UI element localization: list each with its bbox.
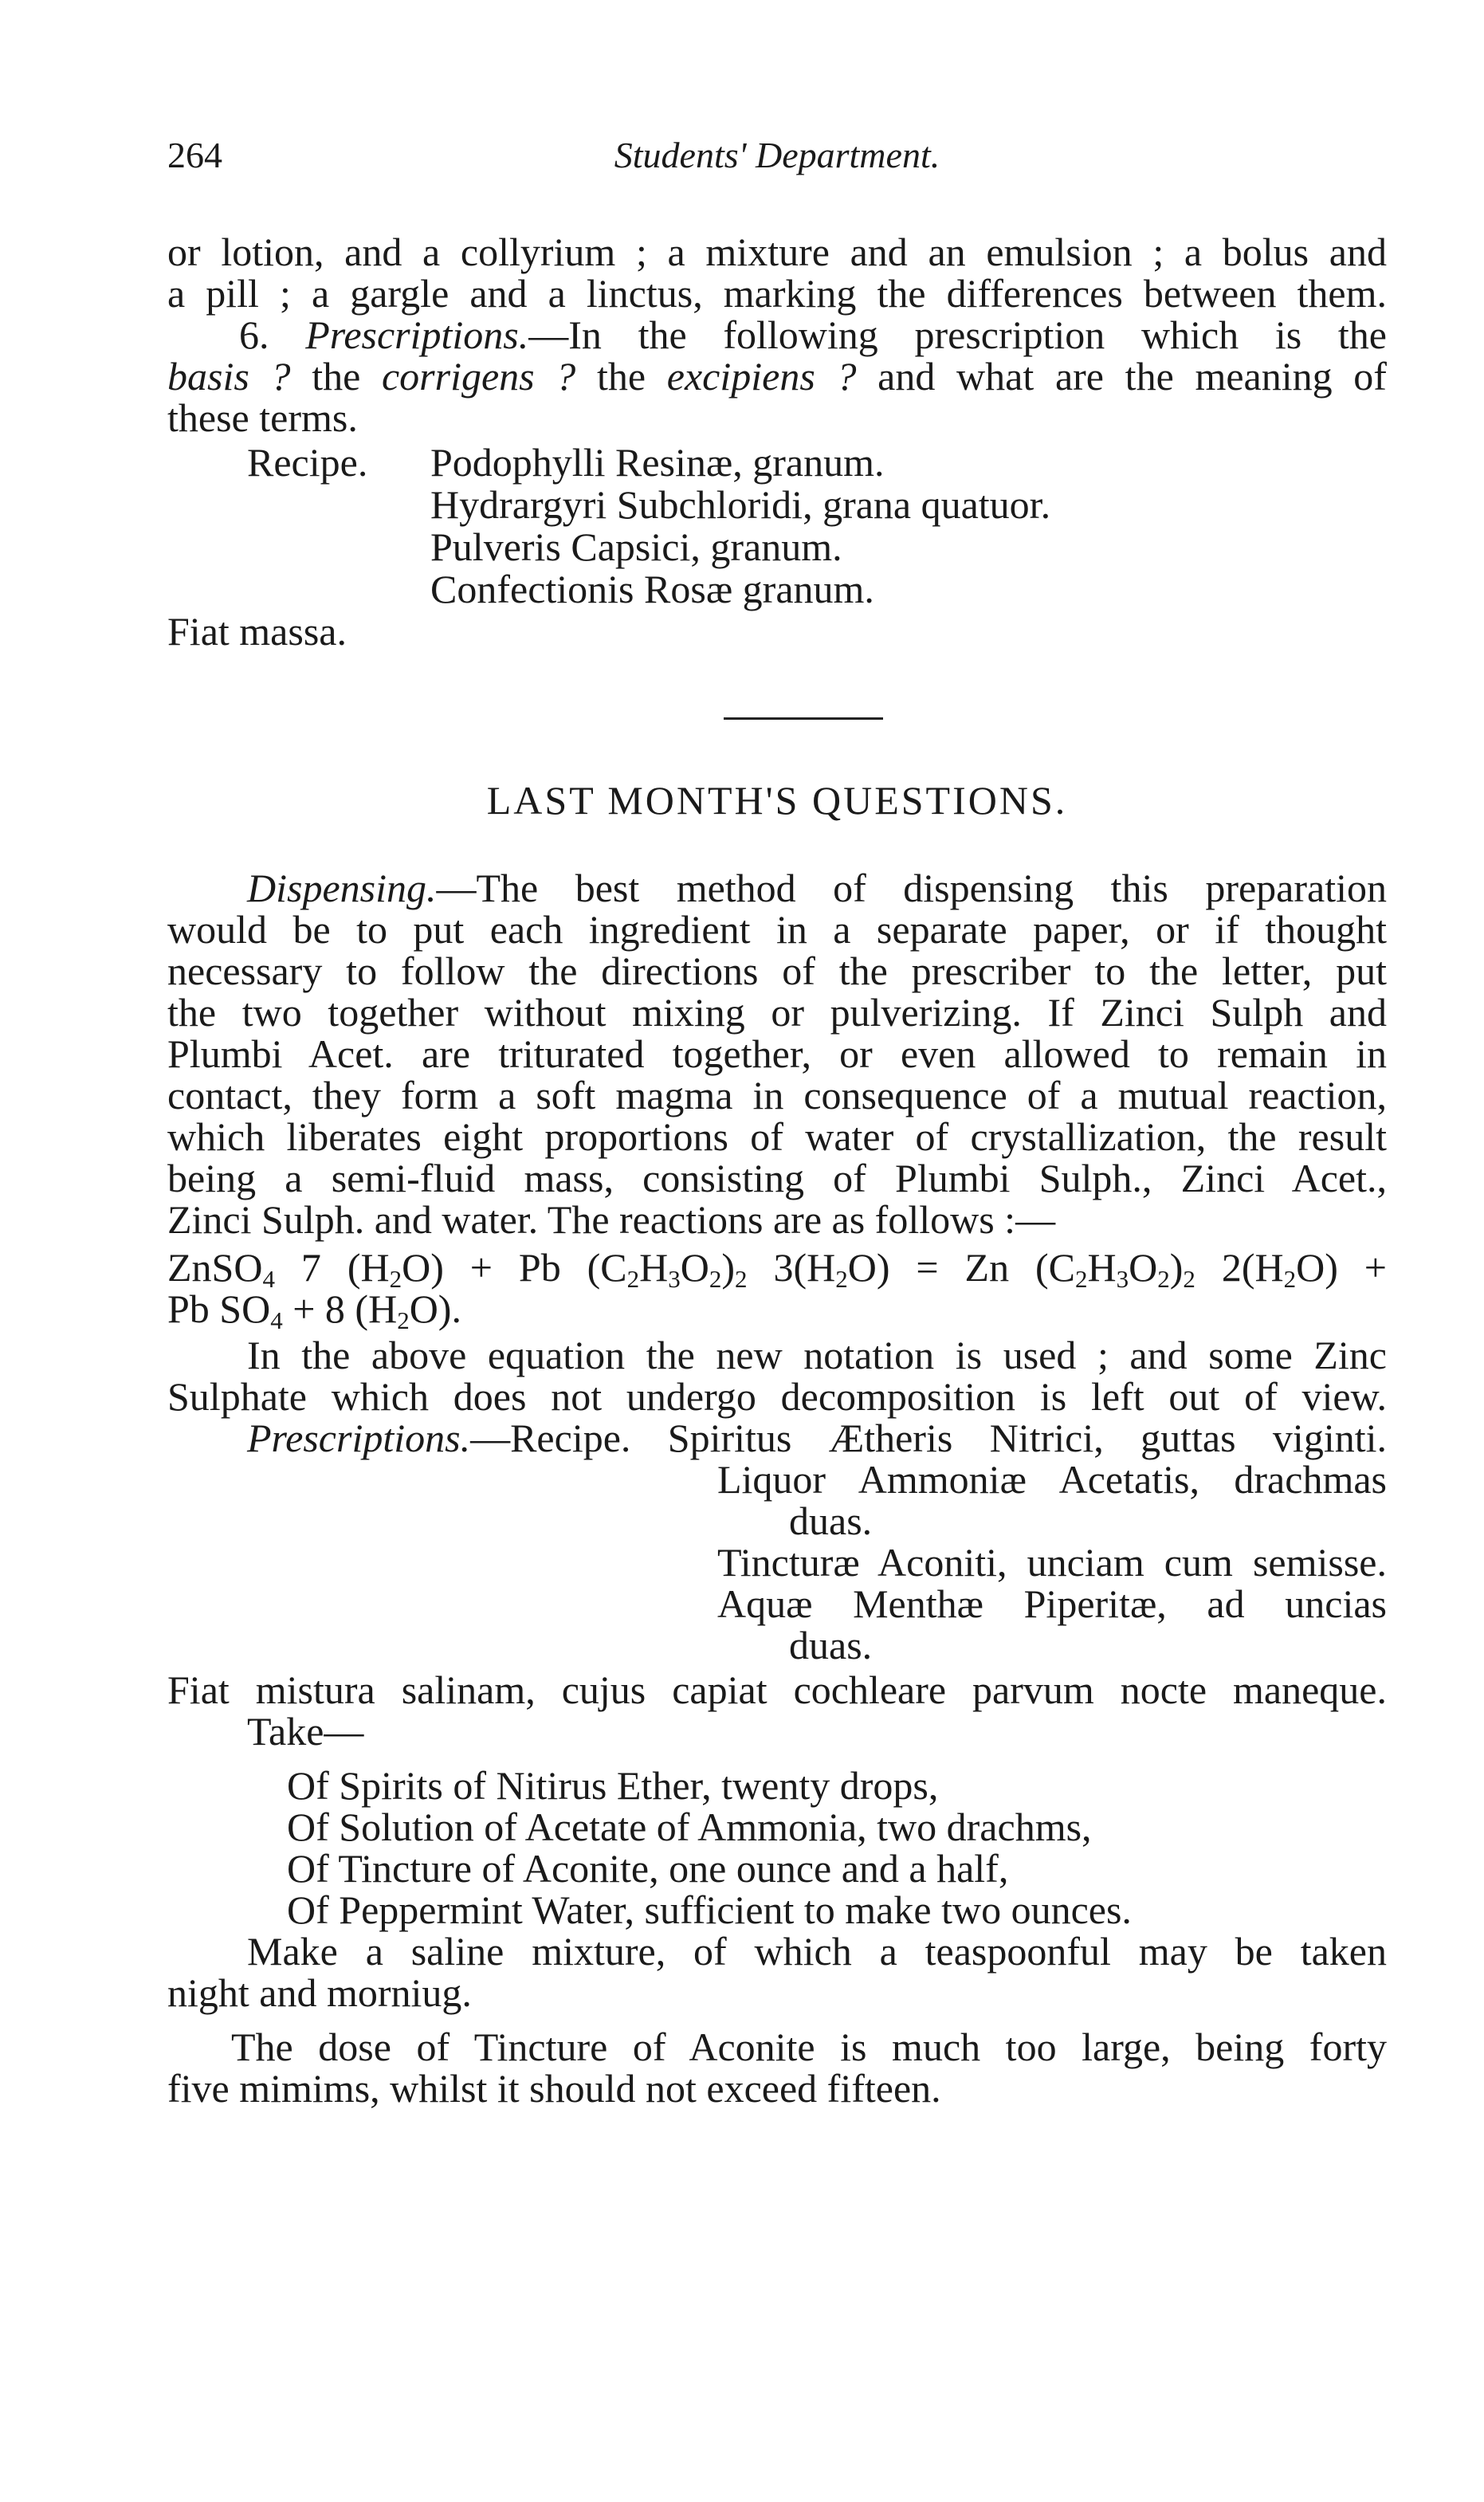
eq-sub: 2 <box>1075 1264 1088 1293</box>
eq-sub: 2 <box>709 1264 722 1293</box>
text-line: which liberates eight proportions of water of crystallization, the result <box>167 1114 1387 1159</box>
term-basis: basis ? <box>167 354 291 399</box>
equation-line <box>167 1245 1387 1293</box>
prescription-first-line <box>247 1416 1387 1460</box>
text-line: or lotion, and a collyrium ; a mixture and an emulsion ; a bolus and <box>167 230 1387 274</box>
eq-part: Pb SO <box>167 1286 271 1331</box>
text-line: being a semi-fluid mass, consisting of Plumbi Sulph., Zinci Acet., <box>167 1156 1387 1200</box>
text-line: contact, they form a soft magma in consequence of a mutual reaction, <box>167 1073 1387 1117</box>
text-line: the two together without mixing or pulverizing. If Zinci Sulph and <box>167 990 1387 1035</box>
eq-part: + 8 (H <box>282 1286 398 1331</box>
translation-line: Of Spirits of Nitirus Ether, twenty drops, <box>287 1763 939 1808</box>
eq-sub: 2 <box>835 1264 848 1293</box>
prescriptions-title: Prescriptions. <box>247 1416 471 1460</box>
recipe-item: Pulveris Capsici, granum. <box>430 524 842 569</box>
eq-part: O <box>1129 1245 1158 1290</box>
section-title: LAST MONTH'S QUESTIONS. <box>486 778 1068 823</box>
running-title: Students' Department. <box>614 135 940 175</box>
recipe-fiat: Fiat massa. <box>167 609 347 654</box>
page-header <box>167 134 1387 182</box>
text-line: a pill ; a gargle and a linctus, marking the differences between them. <box>167 271 1387 316</box>
question-number: 6. <box>239 312 306 357</box>
eq-sub: 2 <box>389 1264 402 1293</box>
eq-sub: 3 <box>1116 1264 1129 1293</box>
eq-part: H <box>639 1245 669 1290</box>
term-corrigens: corrigens ? <box>381 354 576 399</box>
eq-sub: 4 <box>262 1264 275 1293</box>
text-fragment: —Recipe. Spiritus Ætheris Nitrici, guttas viginti. <box>470 1416 1387 1460</box>
eq-sub: 2 <box>1283 1264 1297 1293</box>
recipe-item-cont: duas. <box>789 1498 873 1543</box>
translation-line: Of Tincture of Aconite, one ounce and a half, <box>287 1846 1009 1891</box>
eq-part: O). <box>409 1286 461 1331</box>
eq-sub: 2 <box>735 1264 748 1293</box>
question-title: Prescriptions. <box>305 312 529 357</box>
dispensing-first-line <box>247 866 1387 910</box>
text-line: Make a saline mixture, of which a teaspoonful may be taken <box>247 1929 1387 1974</box>
recipe-item: Aquæ Menthæ Piperitæ, ad uncias <box>717 1581 1387 1626</box>
recipe-item: Confectionis Rosæ granum. <box>430 567 874 611</box>
text-line: Zinci Sulph. and water. The reactions are as follows :— <box>167 1197 1056 1242</box>
text-line: necessary to follow the directions of the prescriber to the letter, put <box>167 949 1387 993</box>
question-line <box>167 354 1387 399</box>
text-line: Sulphate which does not undergo decomposition is left out of view. <box>167 1374 1387 1419</box>
recipe-fiat: Fiat mistura salinam, cujus capiat cochleare parvum nocte maneque. <box>167 1667 1387 1712</box>
eq-sub: 2 <box>1157 1264 1170 1293</box>
recipe-item: Tincturæ Aconiti, unciam cum semisse. <box>717 1540 1387 1585</box>
text-fragment: the <box>290 354 382 399</box>
recipe-item-cont: duas. <box>789 1623 873 1667</box>
eq-sub: 2 <box>1183 1264 1195 1293</box>
eq-part: 7 (H <box>274 1245 390 1290</box>
eq-part: 3(H <box>747 1245 836 1290</box>
text-fragment: and what are the meaning of <box>856 354 1387 399</box>
eq-part: O) + Pb (C <box>402 1245 627 1290</box>
eq-sub: 4 <box>270 1306 283 1334</box>
eq-part: O) = Zn (C <box>847 1245 1076 1290</box>
eq-sub: 2 <box>626 1264 640 1293</box>
eq-part: O <box>680 1245 709 1290</box>
recipe-item: Hydrargyri Subchloridi, grana quatuor. <box>430 482 1051 527</box>
text-line: would be to put each ingredient in a separate paper, or if thought <box>167 907 1387 952</box>
eq-sub: 2 <box>397 1306 410 1334</box>
text-line: In the above equation the new notation is used ; and some Zinc <box>247 1333 1387 1377</box>
translation-line: Of Solution of Acetate of Ammonia, two drachms, <box>287 1805 1092 1849</box>
recipe-item: Liquor Ammoniæ Acetatis, drachmas <box>717 1457 1387 1502</box>
text-line: night and morniug. <box>167 1970 472 2015</box>
question-line <box>239 312 1387 357</box>
page-number: 264 <box>167 135 222 175</box>
question-text: —In the following prescription which is the <box>528 312 1387 357</box>
eq-part: ) <box>721 1245 736 1290</box>
text-fragment: —The best method of dispensing this preparation <box>436 866 1387 910</box>
eq-part: H <box>1087 1245 1117 1290</box>
equation-line <box>167 1286 1387 1334</box>
translation-line: Of Peppermint Water, sufficient to make two ounces. <box>287 1887 1132 1932</box>
section-divider <box>724 717 883 720</box>
take-label: Take— <box>247 1709 364 1754</box>
text-line: The dose of Tincture of Aconite is much too large, being forty <box>231 2025 1387 2069</box>
eq-part: 2(H <box>1195 1245 1284 1290</box>
text-fragment: the <box>575 354 667 399</box>
text-line: five mimims, whilst it should not exceed fifteen. <box>167 2066 941 2111</box>
eq-part: O) + <box>1296 1245 1387 1290</box>
text-line: these terms. <box>167 395 358 440</box>
dispensing-title: Dispensing. <box>247 866 437 910</box>
eq-part: ) <box>1169 1245 1184 1290</box>
recipe-item: Podophylli Resinæ, granum. <box>430 440 885 485</box>
recipe-label: Recipe. <box>247 440 368 485</box>
eq-sub: 3 <box>668 1264 681 1293</box>
term-excipiens: excipiens ? <box>666 354 857 399</box>
eq-part: ZnSO <box>167 1245 263 1290</box>
text-line: Plumbi Acet. are triturated together, or even allowed to remain in <box>167 1031 1387 1076</box>
